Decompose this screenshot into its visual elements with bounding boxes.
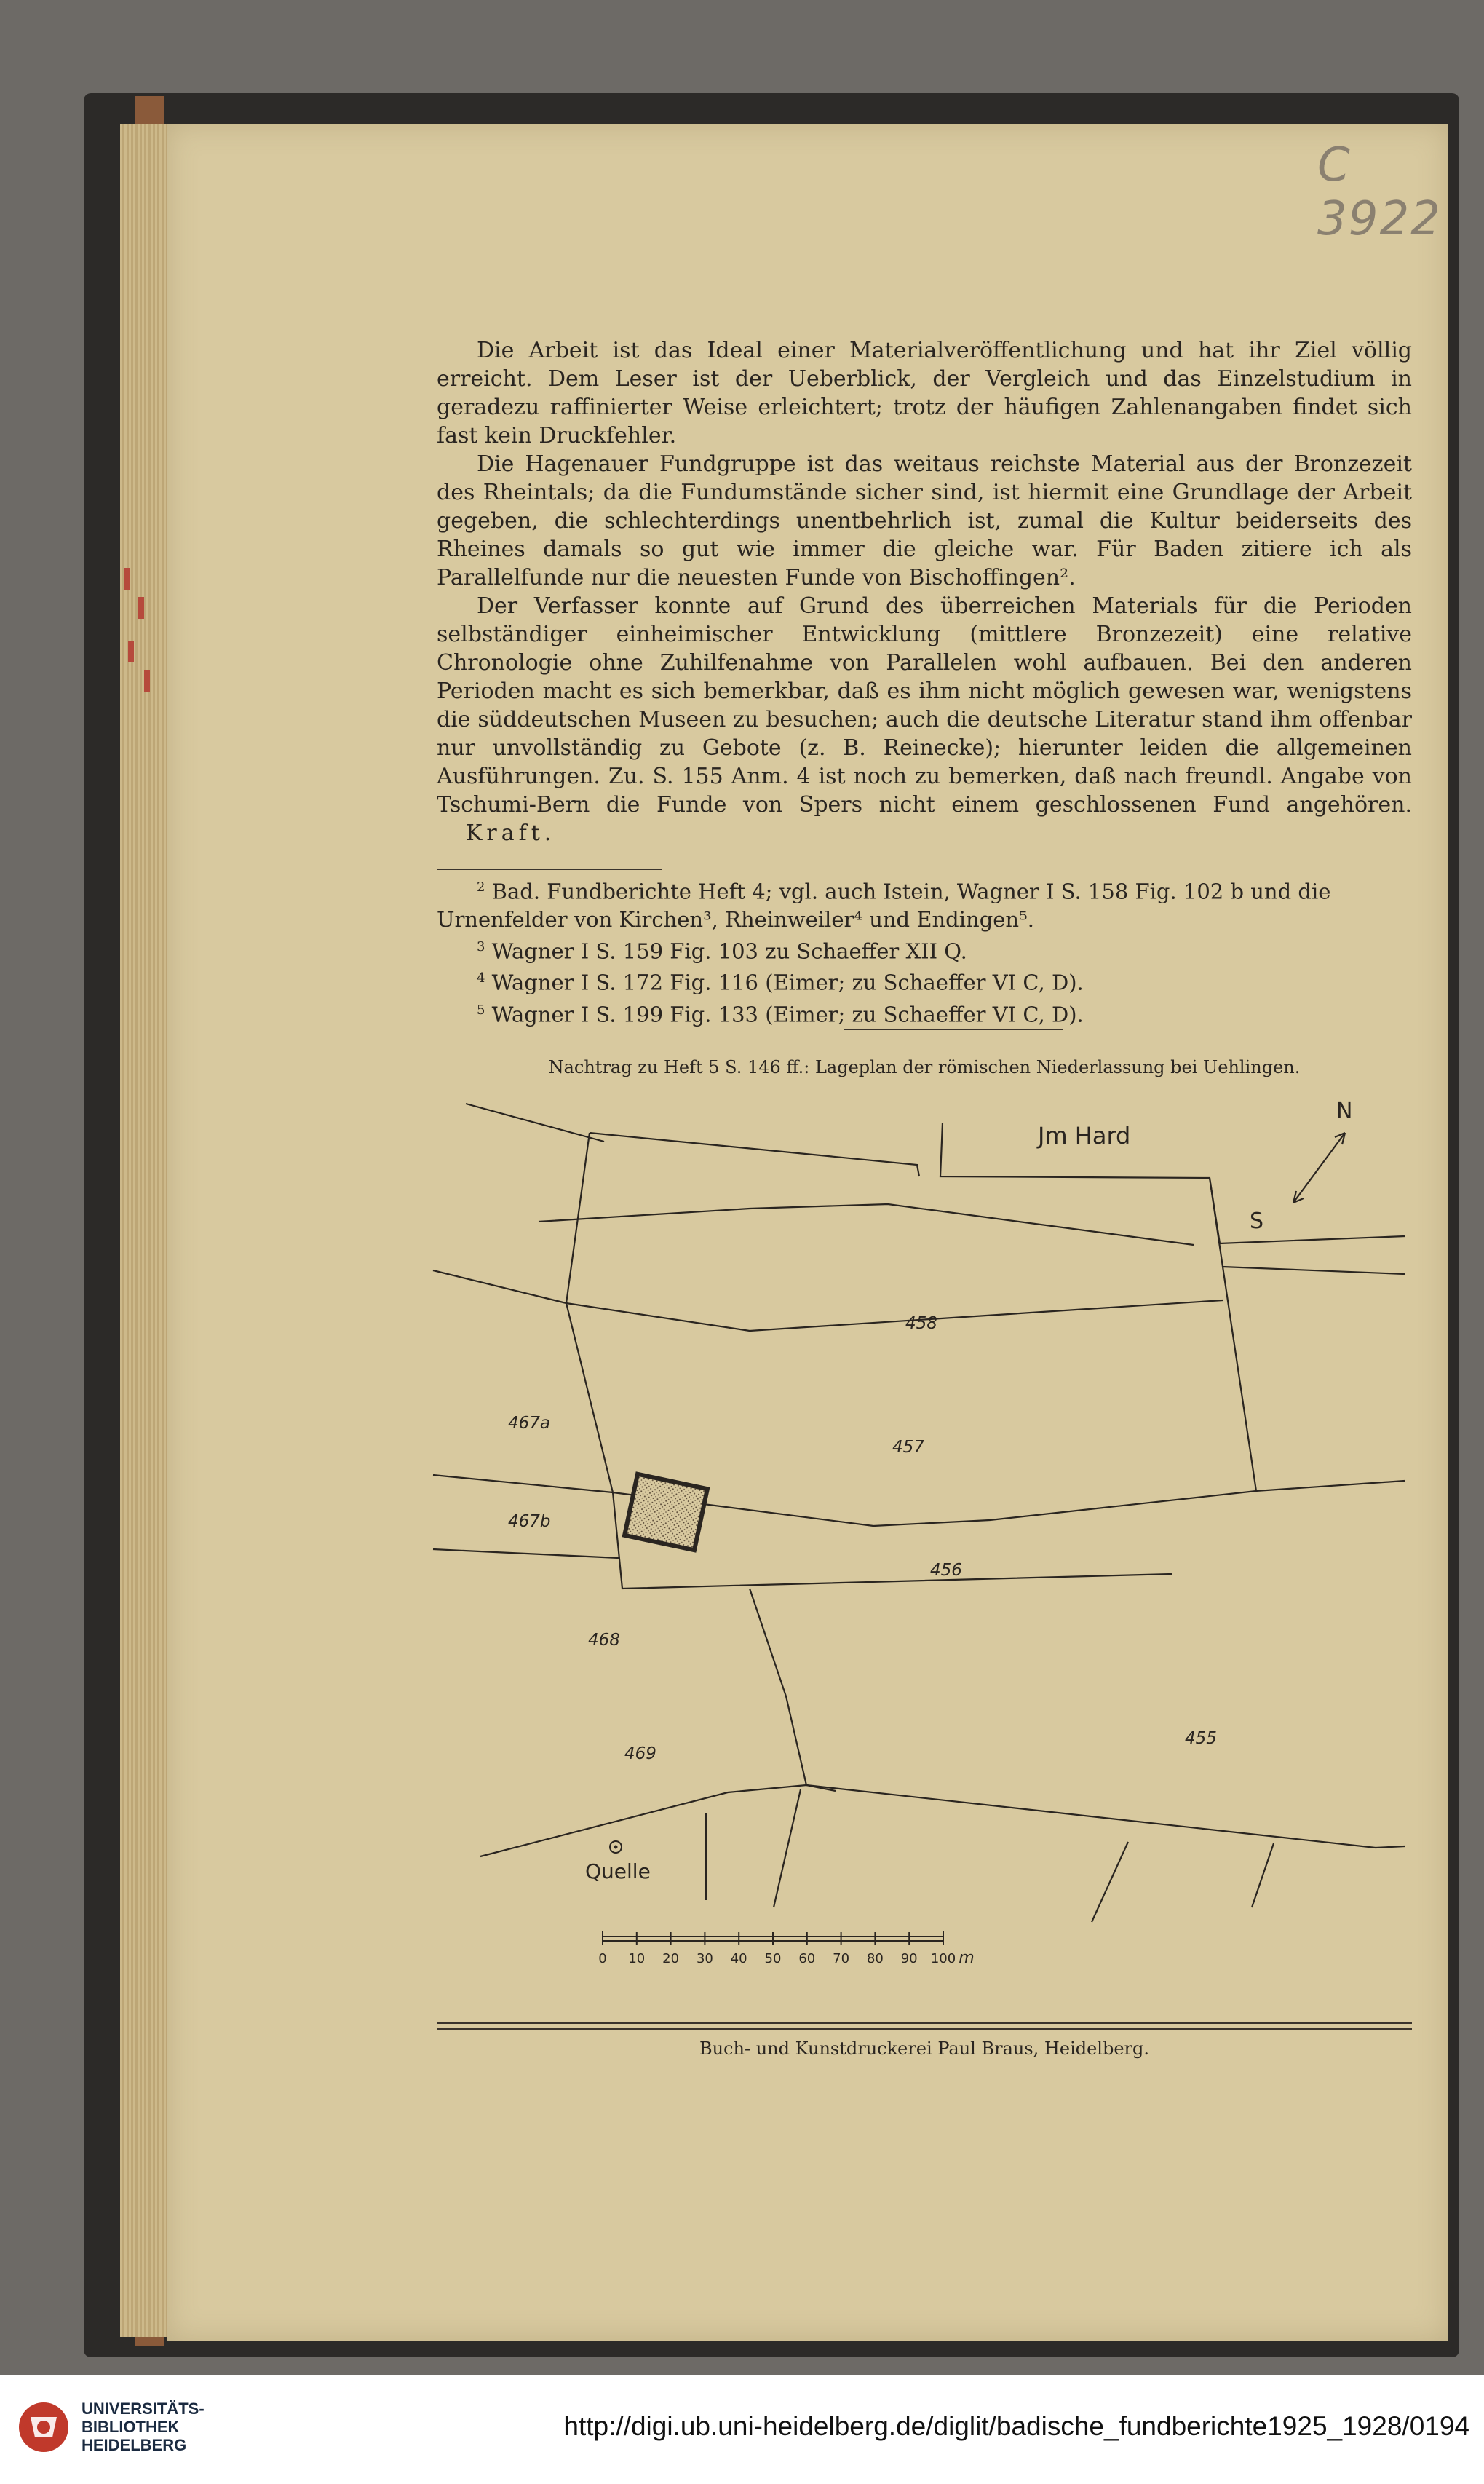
footnotes [437,874,1412,1029]
roman-building-marker [624,1474,707,1550]
scale-tick-label: 30 [696,1951,713,1966]
permalink-url[interactable]: http://digi.ub.uni-heidelberg.de/diglit/badische_fundberichte1925_1928/0194 [563,2411,1469,2441]
footnote: $^2$ Bad. Fundberichte Heft 4; vgl. auch Istein, Wagner I S. 158 Fig. 102 b und die Urnenfelder von Kirchen³, Rheinweiler⁴ und Endingen⁵. [437,879,1331,932]
site-plan-map [422,1085,1427,1987]
body-text [437,336,1412,847]
parcel-label: 456 [930,1561,962,1580]
parcel-label: 467b [508,1512,551,1531]
paragraph: Die Arbeit ist das Ideal einer Materialveröffentlichung und hat ihr Ziel völlig erreicht. Dem Leser ist der Ueberblick, der Vergleich und das Einzelstudium in geradezu raffinierter Weise erleichtert; trotz der häufigen Zahlenangaben findet sich fast kein Druckfehler. [437,338,1412,448]
scale-tick-label: 0 [598,1951,607,1966]
page-edges [120,124,175,2337]
pencil-shelfmark: C 3922 [1317,138,1442,246]
scale-tick-label: 90 [900,1951,918,1966]
north-label: N [1336,1099,1353,1124]
parcel-label: 468 [588,1631,620,1650]
spring-label: Quelle [585,1859,651,1883]
place-label: Jm Hard [1038,1122,1131,1150]
library-name: UNIVERSITÄTS- BIBLIOTHEK HEIDELBERG [82,2400,205,2454]
south-label: S [1250,1209,1264,1234]
parcel-label: 455 [1185,1729,1217,1748]
paragraph [437,592,1412,847]
scale-unit: m [959,1949,975,1967]
scale-tick-label: 40 [730,1951,747,1966]
university-library-logo-icon [16,2400,71,2455]
paper-marker [124,568,167,699]
scale-tick-label: 70 [833,1951,850,1966]
author-signature: Kraft. [466,820,556,846]
footnote-rule [437,869,662,870]
parcel-label: 458 [905,1314,937,1333]
library-banner [0,2375,1484,2484]
paragraph-text: Der Verfasser konnte auf Grund des überreichen Materials für die Perioden selbständiger einheimischer Entwicklung (mittlere Bronzezeit) eine relative Chronologie ohne Zuhilfenahme von Parallelen wohl aufbauen. Bei den anderen Perioden macht es sich bemerkbar, daß es ihm nicht möglich gewesen war, wenigstens die süddeutschen Museen zu besuchen; auch die deutsche Literatur stand ihm offenbar nur unvollständig zu Gebote (z. B. Reinecke); hierunter leiden die allgemeinen Ausführungen. Zu. S. 155 Anm. 4 ist noch zu bemerken, daß nach freundl. Angabe von Tschumi-Bern die Funde von Spers nicht einem geschlossenen Fund angehören. [437,593,1412,818]
printer-imprint: Buch- und Kunstdruckerei Paul Braus, Heidelberg. [699,2038,1150,2059]
scale-tick-label: 80 [866,1951,884,1966]
scale-tick-label: 20 [662,1951,680,1966]
scale-tick-label: 50 [764,1951,782,1966]
double-rule [437,2022,1412,2030]
scale-bar [603,1931,943,1945]
parcel-label: 467a [508,1414,550,1433]
footnote: $^3$ Wagner I S. 159 Fig. 103 zu Schaeffer XII Q. [477,938,967,964]
footnote: $^4$ Wagner I S. 172 Fig. 116 (Eimer; zu Schaeffer VI C, D). [477,970,1084,995]
parcel-label: 469 [624,1744,656,1763]
map-caption: Nachtrag zu Heft 5 S. 146 ff.: Lageplan der römischen Niederlassung bei Uehlingen. [548,1057,1301,1077]
scale-tick-label: 60 [798,1951,816,1966]
scale-tick-label: 100 [930,1951,956,1966]
section-rule [844,1029,1063,1030]
paragraph: Die Hagenauer Fundgruppe ist das weitaus reichste Material aus der Bronzezeit des Rheintals; da die Fundumstände sicher sind, ist hiermit eine Grundlage der Arbeit gegeben, die schlechterdings unentbehrlich ist, zumal die Kultur beiderseits des Rheines damals so gut wie immer die gleiche war. Für Baden zitiere ich als Parallelfunde nur die neuesten Funde von Bischoffingen². [437,451,1412,590]
parcel-label: 457 [892,1438,924,1457]
scale-tick-label: 10 [628,1951,646,1966]
footnote: $^5$ Wagner I S. 199 Fig. 133 (Eimer; zu Schaeffer VI C, D). [477,1002,1084,1027]
